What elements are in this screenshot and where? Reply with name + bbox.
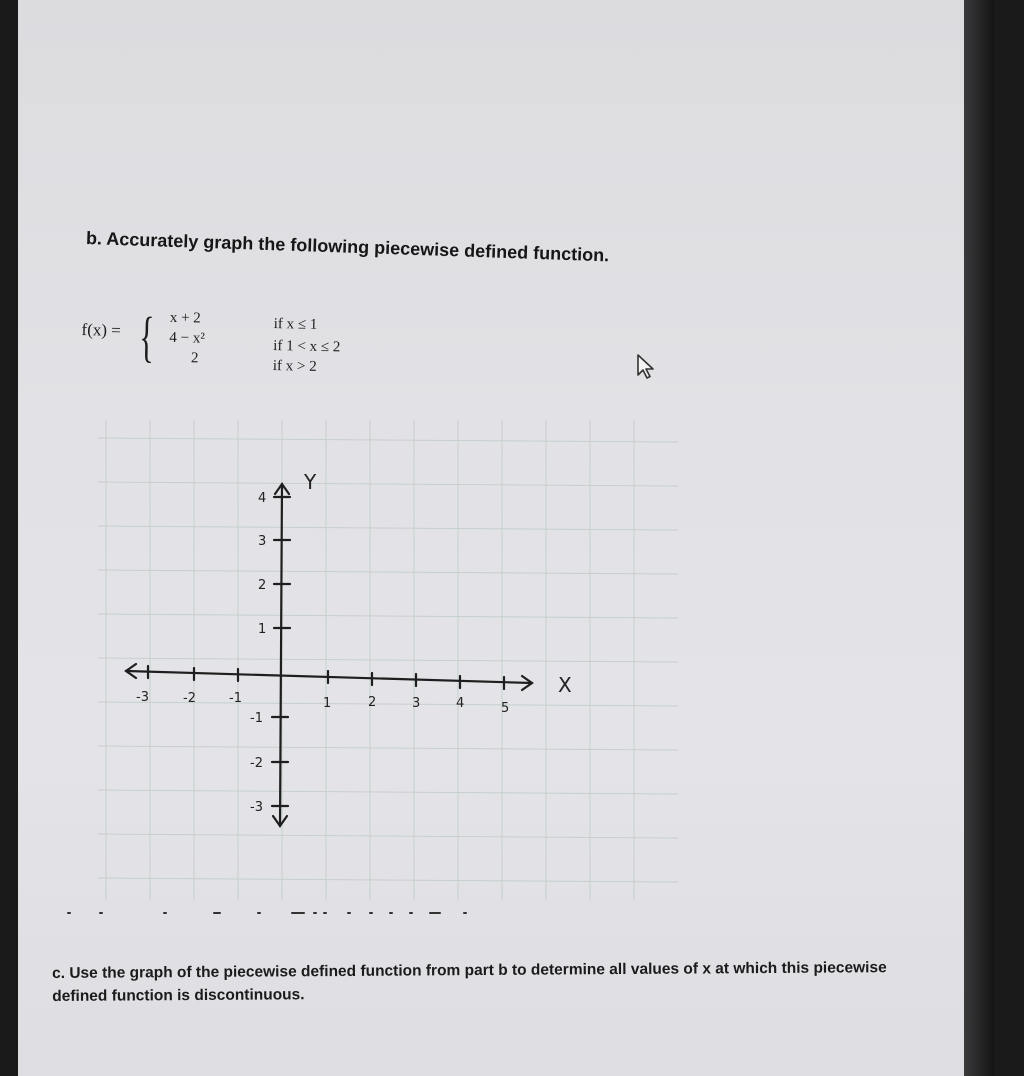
y-tick-label: -1 [250, 711, 263, 726]
x-tick-label: 2 [368, 695, 377, 710]
y-tick-label: 1 [258, 622, 267, 637]
brace-symbol: { [138, 306, 155, 369]
x-tick-label: 5 [501, 701, 510, 716]
x-tick-labels [136, 690, 509, 716]
screen [18, 0, 994, 1076]
piece-3-expression: 2 [190, 350, 199, 367]
x-tick-label: 3 [412, 696, 421, 711]
x-axis-label: X [558, 673, 572, 697]
x-tick-label: 1 [323, 696, 332, 711]
part-b-heading: b. Accurately graph the following piecewise defined function. [85, 228, 610, 266]
piece-3-condition: if x > 2 [272, 358, 317, 375]
y-tick-label: -3 [250, 800, 263, 815]
piece-2-condition: if 1 < x ≤ 2 [273, 338, 341, 356]
y-axis-label: Y [304, 470, 317, 494]
x-tick-label: -2 [183, 691, 196, 706]
coordinate-graph [18, 0, 994, 1076]
x-tick-label: -1 [229, 691, 242, 706]
x-axis [126, 664, 532, 690]
y-tick-label: 2 [258, 578, 267, 593]
x-tick-label: 4 [456, 696, 465, 711]
y-tick-labels [250, 491, 266, 815]
piece-1-condition: if x ≤ 1 [273, 316, 318, 333]
monitor-bezel [964, 0, 994, 1076]
y-tick-label: -2 [250, 756, 263, 771]
y-axis [272, 484, 290, 826]
piece-1-expression: x + 2 [169, 309, 201, 327]
part-c-question: c. Use the graph of the piecewise defined function from part b to determine all values of x at which this piecewise defined function is discontinuous. [52, 959, 887, 1006]
y-tick-label: 3 [258, 534, 267, 549]
piece-2-expression: 4 − x² [169, 329, 206, 347]
function-name: f(x) = [81, 319, 122, 340]
y-tick-label: 4 [258, 491, 267, 506]
grid [98, 420, 678, 900]
x-tick-label: -3 [136, 690, 149, 705]
